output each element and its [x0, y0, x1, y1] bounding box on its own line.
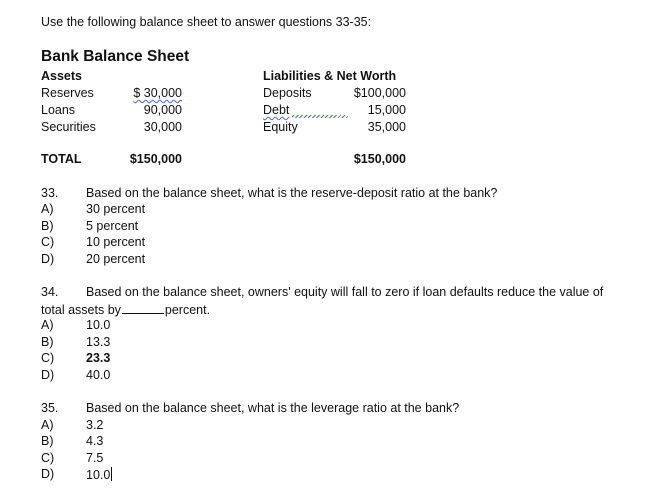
asset-value-securities: 30,000	[143, 120, 182, 134]
q34-option-letter: B)	[41, 335, 54, 349]
liability-label-equity: Equity	[263, 120, 298, 134]
liability-label-deposits: Deposits	[263, 86, 312, 100]
question-34-text-after-blank: percent.	[164, 303, 211, 317]
asset-label-reserves: Reserves	[41, 86, 94, 100]
assets-header: Assets	[41, 69, 82, 83]
q34-option-letter: A)	[41, 318, 54, 332]
q33-option-letter: A)	[41, 202, 54, 216]
balance-sheet-title: Bank Balance Sheet	[41, 48, 190, 65]
q35-option-letter: C)	[41, 451, 55, 465]
liability-label-debt: Debt	[263, 103, 290, 117]
asset-value-loans: 90,000	[143, 103, 182, 117]
q35-option-letter: A)	[41, 418, 54, 432]
asset-label-loans: Loans	[41, 103, 76, 117]
q33-option-letter: B)	[41, 219, 54, 233]
q35-option-text: 10.0	[86, 468, 111, 482]
text-cursor	[111, 467, 112, 481]
q34-option-text: 40.0	[86, 368, 111, 382]
liabilities-header: Liabilities & Net Worth	[263, 69, 397, 83]
total-label: TOTAL	[41, 152, 82, 166]
q33-option-letter: D)	[41, 252, 55, 266]
liability-value-deposits: $100,000	[353, 86, 406, 100]
q35-option-letter: B)	[41, 434, 54, 448]
total-assets: $150,000	[129, 152, 182, 166]
question-34-text-line2	[41, 302, 210, 318]
intro-text: Use the following balance sheet to answer questions 33-35:	[41, 15, 372, 29]
q34-option-text: 13.3	[86, 335, 111, 349]
q35-option-text: 7.5	[86, 451, 104, 465]
asset-label-securities: Securities	[41, 120, 96, 134]
q33-option-text: 10 percent	[86, 235, 146, 249]
q34-option-letter: C)	[41, 351, 55, 365]
question-34-text-line1: Based on the balance sheet, owners' equity will fall to zero if loan defaults reduce the value of	[86, 285, 604, 299]
q35-option-letter: D)	[41, 467, 55, 481]
asset-value-reserves: $ 30,000	[133, 86, 182, 100]
liability-value-equity: 35,000	[367, 120, 406, 134]
q35-option-text: 3.2	[86, 418, 104, 432]
question-33-text: Based on the balance sheet, what is the reserve-deposit ratio at the bank?	[86, 186, 498, 200]
question-35-number: 35.	[41, 401, 59, 415]
q33-option-text: 5 percent	[86, 219, 139, 233]
question-34-number: 34.	[41, 285, 59, 299]
q34-option-text-correct: 23.3	[86, 351, 111, 365]
question-34-text-before-blank: total assets by	[41, 303, 121, 317]
q35-option-row	[86, 467, 112, 483]
q35-option-text: 4.3	[86, 434, 104, 448]
question-33-number: 33.	[41, 186, 59, 200]
total-liabilities: $150,000	[353, 152, 406, 166]
q34-option-letter: D)	[41, 368, 55, 382]
q33-option-text: 30 percent	[86, 202, 146, 216]
liability-value-debt: 15,000	[367, 103, 406, 117]
q33-option-letter: C)	[41, 235, 55, 249]
question-35-text: Based on the balance sheet, what is the leverage ratio at the bank?	[86, 401, 460, 415]
q33-option-text: 20 percent	[86, 252, 146, 266]
answer-blank	[122, 302, 164, 314]
q34-option-text: 10.0	[86, 318, 111, 332]
